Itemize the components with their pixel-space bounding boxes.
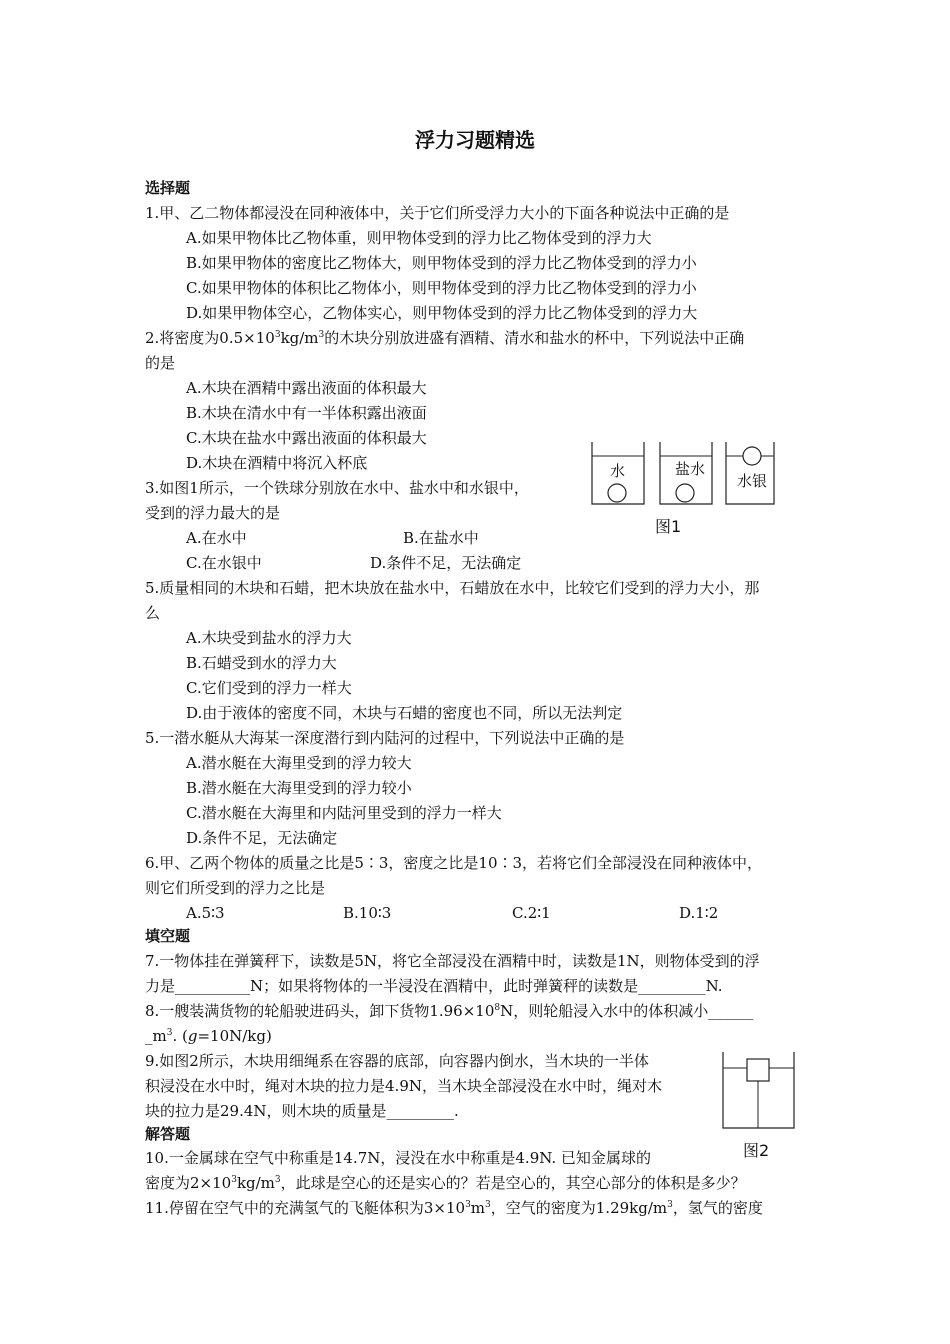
question-4-option-d: D.由于液体的密度不同，木块与石蜡的密度也不同，所以无法判定 xyxy=(186,704,623,722)
question-2-option-a: A.木块在酒精中露出液面的体积最大 xyxy=(186,379,427,397)
question-1-option-b: B.如果甲物体的密度比乙物体大，则甲物体受到的浮力比乙物体受到的浮力小 xyxy=(186,254,697,272)
iron-ball-water xyxy=(608,484,626,502)
question-1-option-d: D.如果甲物体空心，乙物体实心，则甲物体受到的浮力比乙物体受到的浮力大 xyxy=(186,304,698,322)
question-2-option-b: B.木块在清水中有一半体积露出液面 xyxy=(186,404,427,422)
question-3-option-b: B.在盐水中 xyxy=(403,529,479,547)
question-1-stem: 1.甲、乙二物体都浸没在同种液体中，关于它们所受浮力大小的下面各种说法中正确的是 xyxy=(145,204,730,222)
question-3-option-c: C.在水银中 xyxy=(186,554,262,572)
figure-1-caption: 图1 xyxy=(655,517,682,536)
question-4-option-b: B.石蜡受到水的浮力大 xyxy=(186,654,337,672)
question-4-stem-cont: 么 xyxy=(145,604,161,622)
question-1-option-c: C.如果甲物体的体积比乙物体小，则甲物体受到的浮力比乙物体受到的浮力小 xyxy=(186,279,697,297)
iron-ball-saltwater xyxy=(676,484,694,502)
figure-1-label-water: 水 xyxy=(610,462,626,480)
wood-block xyxy=(747,1059,769,1081)
figure-2-caption: 图2 xyxy=(743,1141,770,1160)
question-5-option-d: D.条件不足，无法确定 xyxy=(186,829,338,847)
page-title: 浮力习题精选 xyxy=(415,128,535,152)
question-3-stem: 3.如图1所示，一个铁球分别放在水中、盐水中和水银中， xyxy=(145,479,529,497)
question-4-option-a: A.木块受到盐水的浮力大 xyxy=(186,629,352,647)
question-4-option-c: C.它们受到的浮力一样大 xyxy=(186,679,352,697)
question-8-line-2: $\_m^3$. (g=10N/kg) xyxy=(145,1027,272,1045)
figure-1-label-mercury: 水银 xyxy=(737,472,768,490)
section-heading-answer: 解答题 xyxy=(145,1125,191,1143)
question-2-stem: 2.将密度为$0.5\times 10^3kg/m^3$的木块分别放进盛有酒精、清水和盐水的杯中，下列说法中正确 xyxy=(145,329,745,347)
question-7-line-1: 7.一物体挂在弹簧秤下，读数是5N，将它全部浸没在酒精中时，读数是1N，则物体受到的浮 xyxy=(145,952,760,970)
question-6-stem-cont: 则它们所受到的浮力之比是 xyxy=(145,879,326,897)
question-11-line-1: 11.停留在空气中的充满氢气的飞艇体积为$3\times 10^3m^3$，空气的密度为$1.29kg/m^3$，氢气的密度 xyxy=(145,1199,763,1217)
question-9-line-2: 积浸没在水中时，绳对木块的拉力是4.9N，当木块全部浸没在水中时，绳对木 xyxy=(145,1077,662,1095)
question-10-line-1: 10.一金属球在空气中称重是14.7N，浸没在水中称重是4.9N. 已知金属球的 xyxy=(145,1149,651,1167)
question-2-option-c: C.木块在盐水中露出液面的体积最大 xyxy=(186,429,427,447)
question-2-stem-cont: 的是 xyxy=(145,354,176,372)
question-2-option-d: D.木块在酒精中将沉入杯底 xyxy=(186,454,368,472)
figure-1-label-saltwater: 盐水 xyxy=(675,460,706,478)
question-6-option-a: A.5∶3 xyxy=(186,904,225,922)
question-3-option-d: D.条件不足，无法确定 xyxy=(370,554,522,572)
question-5-option-b: B.潜水艇在大海里受到的浮力较小 xyxy=(186,779,412,797)
iron-ball-mercury xyxy=(743,447,761,465)
question-6-option-b: B.10∶3 xyxy=(343,904,392,922)
question-5-stem: 5.一潜水艇从大海某一深度潜行到内陆河的过程中，下列说法中正确的是 xyxy=(145,729,625,747)
question-1-option-a: A.如果甲物体比乙物体重，则甲物体受到的浮力比乙物体受到的浮力大 xyxy=(186,229,652,247)
question-9-line-3: 块的拉力是29.4N，则木块的质量是_________. xyxy=(145,1102,459,1120)
question-10-line-2: 密度为$2\times 10^3kg/m^3$，此球是空心的还是实心的？若是空心的，其空心部分的体积是多少？ xyxy=(145,1174,746,1192)
question-8-line-1: 8.一艘装满货物的轮船驶进码头，卸下货物$1.96\times 10^8N$，则轮船浸入水中的体积减小______ xyxy=(145,1002,754,1020)
question-9-line-1: 9.如图2所示，木块用细绳系在容器的底部，向容器内倒水，当木块的一半体 xyxy=(145,1052,649,1070)
question-3-stem-cont: 受到的浮力最大的是 xyxy=(145,504,281,522)
question-5-option-a: A.潜水艇在大海里受到的浮力较大 xyxy=(186,754,412,772)
section-heading-fill: 填空题 xyxy=(145,927,191,945)
question-6-option-c: C.2∶1 xyxy=(512,904,551,922)
section-heading-choice: 选择题 xyxy=(145,179,191,197)
question-3-option-a: A.在水中 xyxy=(186,529,247,547)
question-7-line-2: 力是__________N；如果将物体的一半浸没在酒精中，此时弹簧秤的读数是_________N. xyxy=(145,977,723,995)
question-6-option-d: D.1∶2 xyxy=(679,904,719,922)
question-4-stem: 5.质量相同的木块和石蜡，把木块放在盐水中，石蜡放在水中，比较它们受到的浮力大小，那 xyxy=(145,579,760,597)
question-6-stem: 6.甲、乙两个物体的质量之比是5∶3，密度之比是10∶3，若将它们全部浸没在同种液体中， xyxy=(145,854,763,872)
question-5-option-c: C.潜水艇在大海里和内陆河里受到的浮力一样大 xyxy=(186,804,502,822)
figure-2-container xyxy=(720,1050,798,1132)
